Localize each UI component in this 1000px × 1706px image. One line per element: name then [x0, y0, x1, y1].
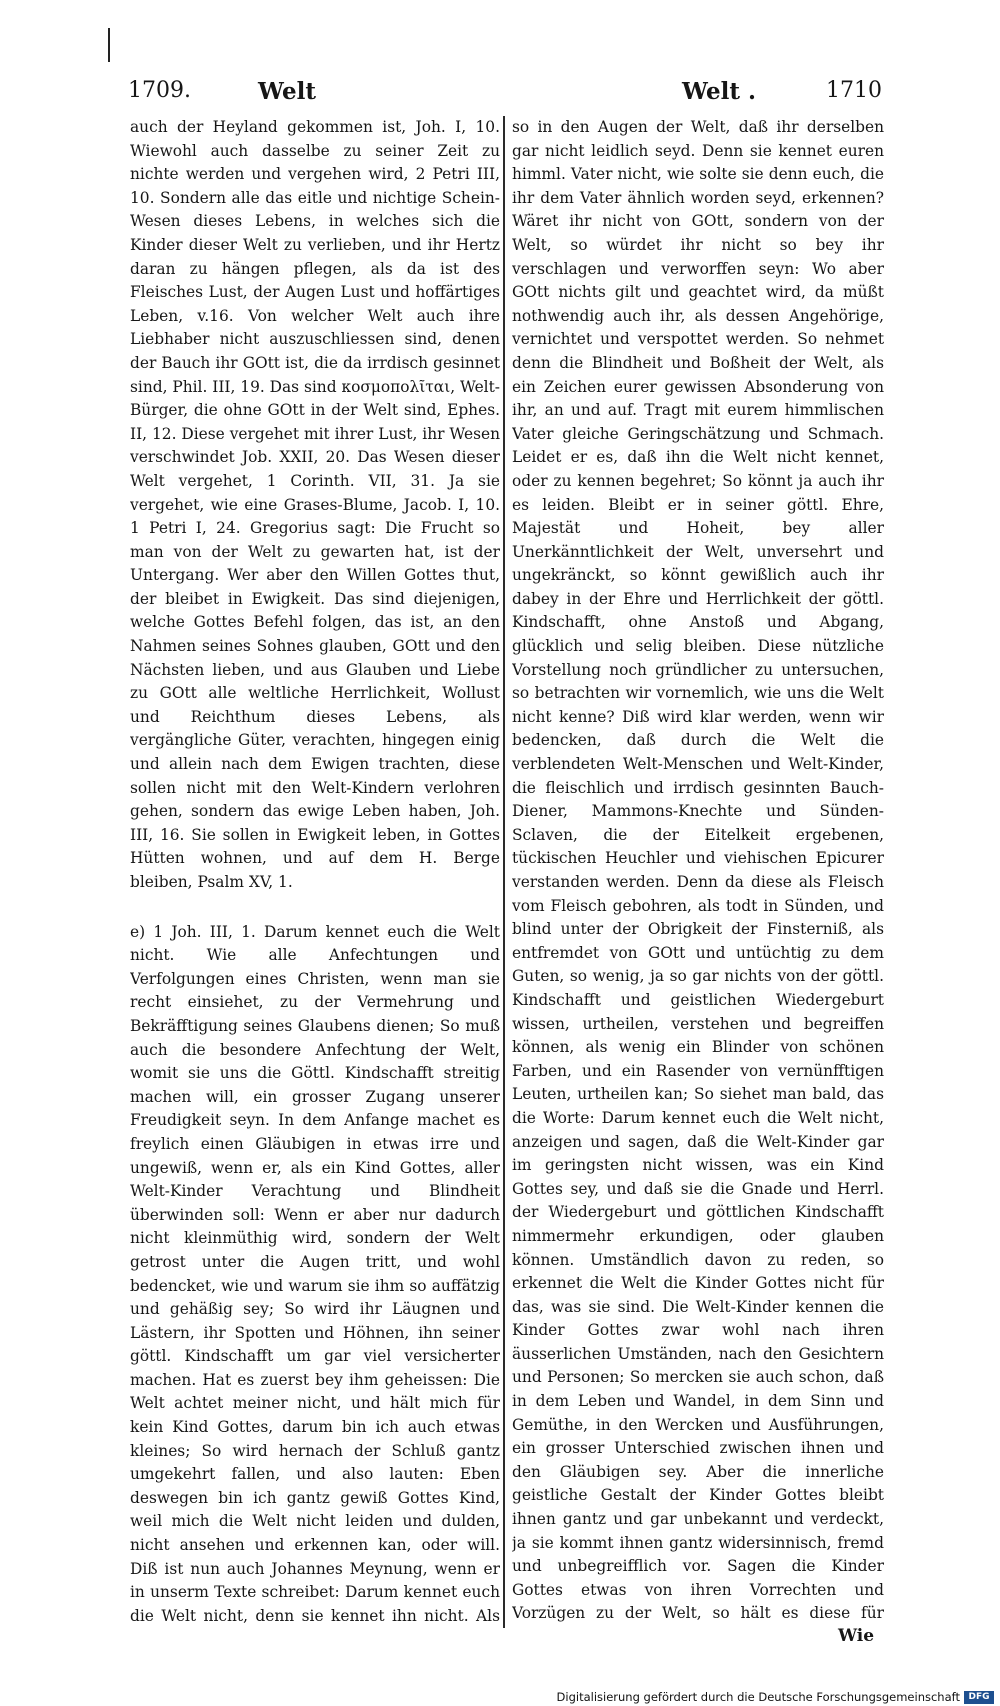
page-footer — [0, 1690, 1000, 1706]
right-running-title: Welt . — [682, 78, 756, 105]
dfg-logo: DFG — [964, 1691, 994, 1704]
right-page-number: 1710 — [826, 78, 882, 103]
footnote-e: e) 1 Joh. III, 1. Darum kennet euch die Welt nicht. Wie alle Anfechtungen und Verfolgungen eines Christen, wenn man sie recht einsiehet, zu der Vermehrung und Bekräfftigung seines Glaubens dienen; So muß auch die besondere Anfechtung der Welt, womit sie uns die Göttl. Kindschafft streitig machen will, ein grosser Zugang unserer Freudigkeit seyn. In dem Anfange machet es freylich einen Gläubigen in etwas irre und ungewiß, wenn er, als ein Kind Gottes, aller Welt-Kinder Verachtung und Blindheit überwinden soll: Wenn er aber nur dadurch nicht kleinmüthig wird, sondern der Welt getrost unter die Augen tritt, und wohl bedencket, wie und warum sie ihm so auffätzig und gehäßig sey; So wird ihr Läugnen und Lästern, ihr Spotten und Höhnen, ihn seiner göttl. Kindschafft um gar viel versicherter machen. Hat es zuerst bey ihm geheissen: Die Welt achtet meiner nicht, und hält mich für kein Kind Gottes, darum bin ich auch etwas kleines; So wird hernach der Schluß gantz umgekehrt fallen, und also lauten: Eben deswegen bin ich gantz gewiß Gottes Kind, weil mich die Welt nicht leiden und dulden, nicht ansehen und erkennen kan, oder will. Diß ist nun auch Johannes Meynung, wenn er in unserm Texte schreibet: Darum kennet euch die Welt nicht, denn sie kennet ihn nicht. Als — [130, 922, 500, 1625]
digitization-credit: Digitalisierung gefördert durch die Deutsche Forschungsgemeinschaft — [556, 1690, 960, 1704]
left-running-title: Welt — [258, 78, 316, 105]
column-divider — [503, 116, 505, 1628]
left-main-text: auch der Heyland gekommen ist, Joh. I, 10. Wiewohl auch dasselbe zu seiner Zeit zu nichte werden und vergehen wird, 2 Petri III, 10. Sondern alle das eitle und nichtige Schein-Wesen dieses Lebens, in welches sich die Kinder dieser Welt zu verlieben, und ihr Hertz daran zu hängen pflegen, als da ist des Fleisches Lust, der Augen Lust und hoffärtiges Leben, v.16. Von welcher Welt auch ihre Liebhaber nicht auszuschliessen sind, denen der Bauch ihr GOtt ist, die da irrdisch gesinnet sind, Phil. III, 19. Das sind κοσμοπολῖται, Welt-Bürger, die ohne GOtt in der Welt sind, Ephes. II, 12. Diese vergehet mit ihrer Lust, ihr Wesen verschwindet Job. XXII, 20. Das Wesen dieser Welt vergehet, 1 Corinth. VII, 31. Ja sie vergehet, wie eine Grases-Blume, Jacob. I, 10. 1 Petri I, 24. Gregorius sagt: Die Frucht so man von der Welt zu gewarten hat, ist der Untergang. Wer aber den Willen Gottes thut, der bleibet in Ewigkeit. Das sind diejenigen, welche Gottes Befehl folgen, das ist, an den Nahmen seines Sohnes glauben, GOtt und den Nächsten lieben, und aus Glauben und Liebe zu GOtt alle weltliche Herrlichkeit, Wollust und Reichthum dieses Lebens, als vergängliche Güter, verachten, hingegen einig und allein nach dem Ewigen trachten, diese sollen nicht mit den Welt-Kindern verlohren gehen, sondern das ewige Leben haben, Joh. III, 16. Sie sollen in Ewigkeit leben, in Gottes Hütten wohnen, und auf dem H. Berge bleiben, Psalm XV, 1. — [130, 118, 500, 891]
catchword: Wie — [838, 1626, 875, 1646]
right-main-text: so in den Augen der Welt, daß ihr derselben gar nicht leidlich seyd. Denn sie kennet euren himml. Vater nicht, wie solte sie denn euch, die ihr dem Vater ähnlich worden seyd, erkennen? Wäret ihr nicht von GOtt, sondern von der Welt, so würdet ihr nicht so bey ihr verschlagen und verworffen seyn: Wo aber GOtt nichts gilt und geachtet wird, da müßt nothwendig auch ihr, als dessen Angehörige, vernichtet und verspottet werden. So nehmet denn die Blindheit und Boßheit der Welt, als ein Zeichen eurer gewissen Absonderung von ihr, an und auf. Tragt mit eurem himmlischen Vater gleiche Geringschätzung und Schmach. Leidet er es, daß ihn die Welt nicht kennet, oder zu kennen begehret; So könnt ja auch ihr es leiden. Bleibt er in seiner göttl. Ehre, Majestät und Hoheit, bey aller Unerkänntlichkeit der Welt, unversehrt und ungekränckt, so könnt gewißlich auch ihr dabey in der Ehre und Herrlichkeit der göttl. Kindschafft, ohne Anstoß und Abgang, glücklich und selig bleiben. Diese nützliche Vorstellung noch gründlicher zu untersuchen, so betrachten wir vornemlich, wie uns die Welt nicht kenne? Diß wird klar werden, wenn wir bedencken, daß durch die Welt die verblendeten Welt-Menschen und Welt-Kinder, die fleischlich und irrdisch gesinnten Bauch-Diener, Mammons-Knechte und Sünden-Sclaven, die der Eitelkeit ergebenen, tückischen Heuchler und viehischen Epicurer verstanden werden. Denn da diese als Fleisch vom Fleisch gebohren, als todt in Sünden, und blind unter der Obrigkeit der Finsterniß, als entfremdet von GOtt und untüchtig zu dem Guten, so wenig, ja so gar nichts von der göttl. Kindschafft und geistlichen Wiedergeburt wissen, urtheilen, verstehen und begreiffen können, als wenig ein Blinder von schönen Farben, und ein Rasender von vernünfftigen Leuten, urtheilen kan; So siehet man bald, das die Worte: Darum kennet euch die Welt nicht, anzeigen und sagen, daß die Welt-Kinder gar im geringsten nicht wissen, was ein Kind Gottes sey, und daß sie die Gnade und Herrl. der Wiedergeburt und göttlichen Kindschafft nimmermehr erkundigen, oder glauben können. Umständlich davon zu reden, so erkennet die Welt die Kinder Gottes nicht für das, was sie sind. Die Welt-Kinder kennen die Kinder Gottes zwar wohl nach ihren äusserlichen Umständen, nach den Gesichtern und Personen; So mercken sie auch schon, daß in dem Leben und Wandel, in dem Sinn und Gemüthe, in den Wercken und Ausführungen, ein grosser Unterschied zwischen ihnen und den Gläubigen sey. Aber die innerliche geistliche Gestalt der Kinder Gottes bleibt ihnen gantz und gar unbekannt und verdeckt, ja sie kommt ihnen gantz widersinnisch, fremd und unbegreifflich vor. Sagen die Kinder Gottes etwas von ihren Vorrechten und Vorzügen zu der Welt, so hält es diese für — [512, 118, 884, 1623]
page-header — [0, 72, 1000, 116]
left-column — [130, 116, 500, 1626]
left-page-number: 1709. — [128, 78, 191, 103]
binding-mark — [108, 28, 110, 62]
right-column — [512, 116, 884, 1626]
